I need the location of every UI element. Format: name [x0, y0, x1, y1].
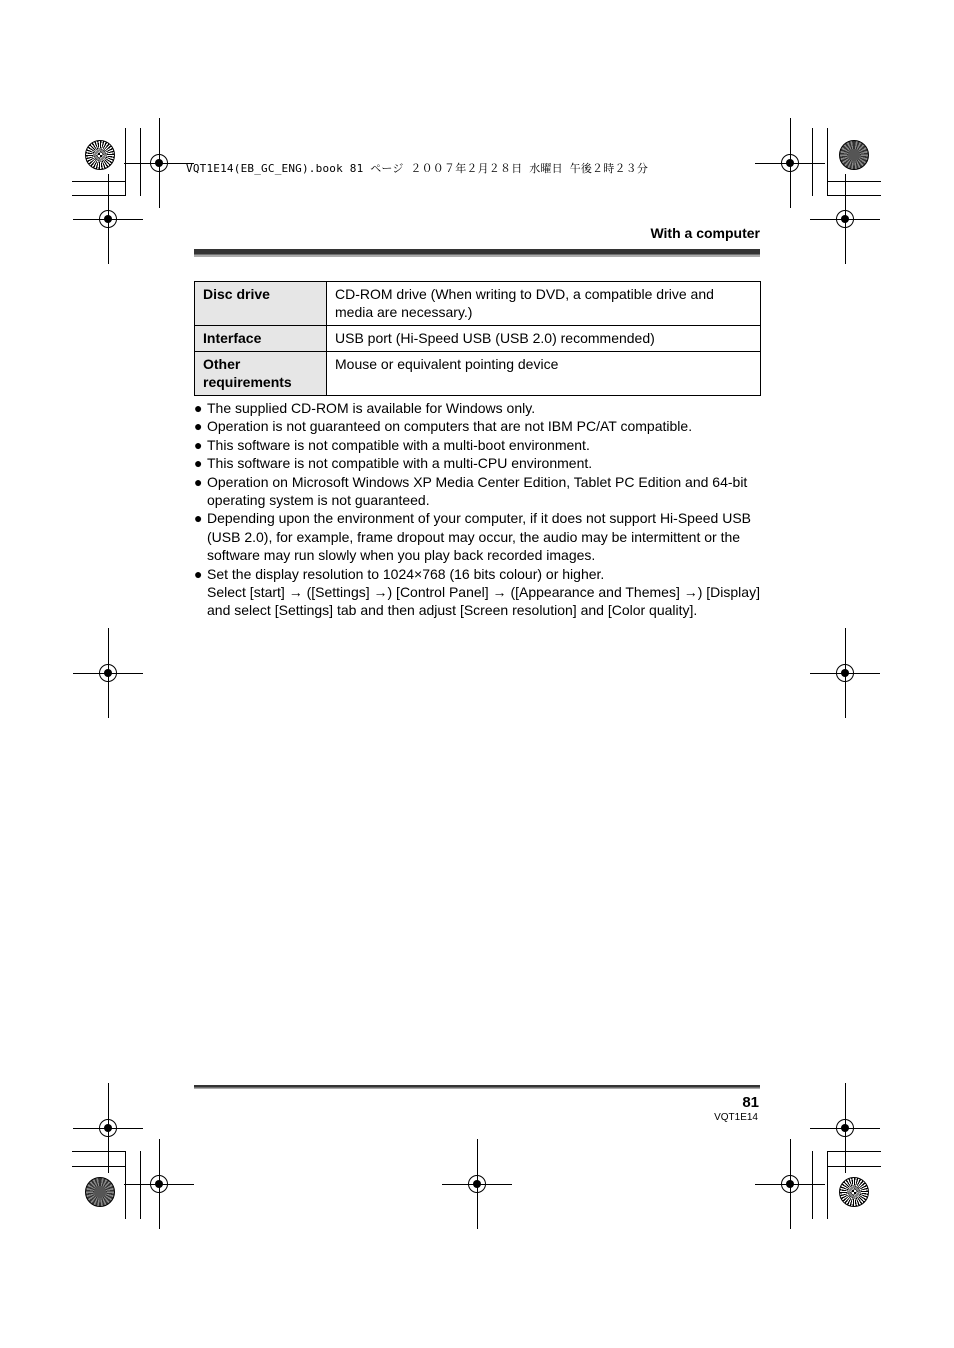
table-row: [195, 352, 761, 396]
section-title: With a computer: [650, 225, 760, 241]
registration-wheel-bottom-right: [839, 1177, 869, 1207]
registration-wheel-top-right: [839, 140, 869, 170]
note-text: This software is not compatible with a multi-boot environment.: [207, 436, 590, 453]
bullet-icon: ●: [194, 565, 203, 582]
list-item: [194, 399, 762, 417]
crop-line: [827, 181, 881, 182]
list-item: [194, 509, 762, 564]
note-text: The supplied CD-ROM is available for Windows only.: [207, 400, 536, 416]
registration-wheel-top-left: [85, 140, 115, 170]
notes-list: [194, 399, 762, 620]
row-label: Interface: [195, 326, 327, 352]
list-item: [194, 565, 762, 620]
table-row: [195, 326, 761, 352]
crop-line: [827, 1166, 881, 1167]
note-text: Set the display resolution to 1024×768 (16 bits colour) or higher.: [207, 565, 605, 582]
bottom-rule: [194, 1085, 760, 1089]
crop-line: [827, 128, 828, 196]
note-text: Operation is not guaranteed on computers that are not IBM PC/AT compatible.: [207, 418, 693, 435]
crop-line: [827, 195, 881, 196]
crop-line: [140, 128, 141, 196]
bullet-icon: ●: [194, 473, 203, 490]
note-text: Operation on Microsoft Windows XP Media Center Edition, Tablet PC Edition and 64-bit operating system is not guaranteed.: [207, 473, 748, 509]
document-code: VQT1E14: [714, 1112, 758, 1123]
requirements-table: [194, 281, 761, 396]
crop-line: [72, 195, 126, 196]
row-label: Other requirements: [195, 352, 327, 396]
crop-line: [812, 128, 813, 196]
crop-line: [812, 1151, 813, 1219]
list-item: [194, 417, 762, 435]
row-value: Mouse or equivalent pointing device: [327, 352, 761, 396]
registration-wheel-bottom-left: [85, 1177, 115, 1207]
bullet-icon: ●: [194, 455, 203, 472]
crop-line: [140, 1151, 141, 1219]
crop-line: [125, 1151, 126, 1219]
print-header-line: VQT1E14(EB_GC_ENG).book 81 ページ ２００７年２月２８日 水曜日 午後２時２３分: [186, 162, 649, 175]
crop-line: [125, 128, 126, 196]
bullet-icon: ●: [194, 436, 203, 453]
list-item: [194, 454, 762, 472]
row-label: Disc drive: [195, 282, 327, 326]
table-row: [195, 282, 761, 326]
page-number: 81: [742, 1094, 759, 1111]
row-value: USB port (Hi-Speed USB (USB 2.0) recommended): [327, 326, 761, 352]
row-value: CD-ROM drive (When writing to DVD, a compatible drive and media are necessary.): [327, 282, 761, 326]
note-text: Depending upon the environment of your computer, if it does not support Hi-Speed USB (USB 2.0), for example, frame dropout may occur, the audio may be intermittent or the software may run slowly when you play back recorded images.: [207, 510, 751, 564]
top-rule: [194, 249, 760, 257]
list-item: [194, 436, 762, 454]
bullet-icon: ●: [194, 510, 203, 527]
crop-line: [72, 181, 126, 182]
bullet-icon: ●: [194, 400, 203, 416]
crop-line: [72, 1166, 126, 1167]
note-text: Select [start] → ([Settings] →) [Control Panel] → ([Appearance and Themes] →) [Display] and select [Settings] tab and then adjust [Screen resolution] and [Color quality].: [207, 584, 760, 619]
list-item: [194, 473, 762, 510]
bullet-icon: ●: [194, 418, 203, 435]
crop-line: [72, 1151, 126, 1152]
crop-line: [827, 1151, 828, 1219]
crop-line: [827, 1151, 881, 1152]
note-text: This software is not compatible with a multi-CPU environment.: [207, 455, 593, 472]
